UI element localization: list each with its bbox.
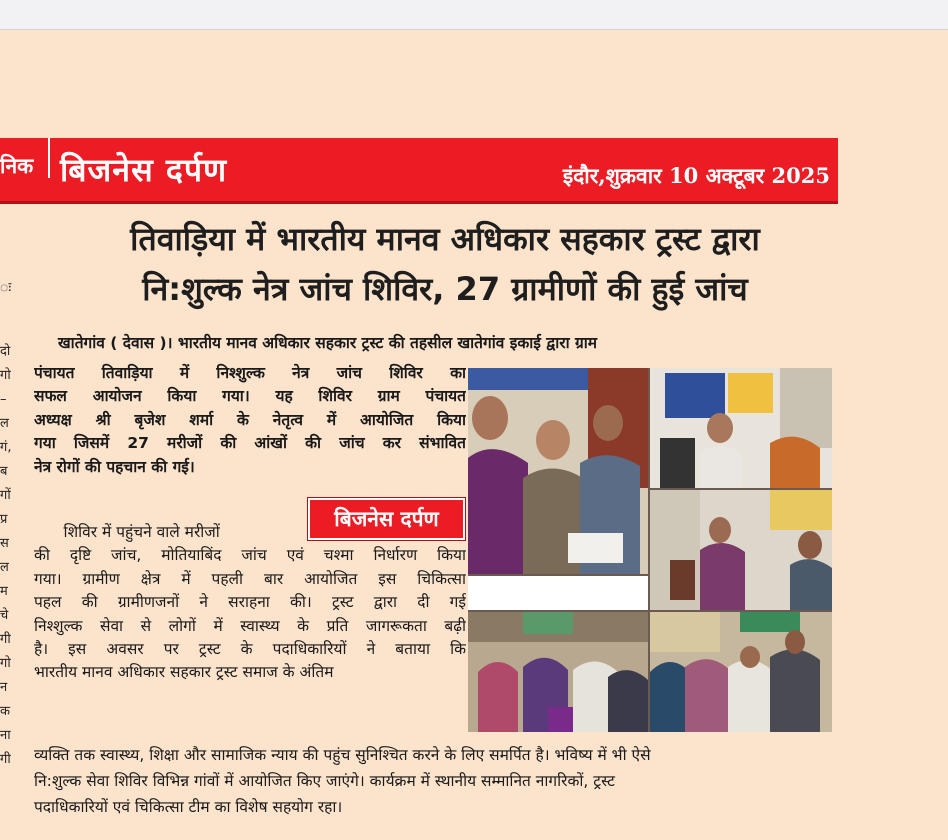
continuation-line-3: पदाधिकारियों एवं चिकित्सा टीम का विशेष सहयोग रहा। — [34, 798, 343, 816]
business-darpan-badge: बिजनेस दर्पण — [308, 498, 465, 540]
masthead-prefix: निक — [0, 154, 34, 178]
photo-eye-check — [650, 368, 832, 488]
masthead-dateline: इंदौर,शुक्रवार 10 अक्टूबर 2025 — [562, 163, 830, 188]
bold-paragraph-line-2: सफल आयोजन किया गया। यह शिविर ग्राम पंचायत — [34, 387, 466, 406]
left-fragment-6: ब — [0, 464, 8, 479]
left-fragment-4: ल — [0, 416, 9, 431]
left-fragment-10: ल — [0, 560, 9, 575]
masthead — [0, 138, 838, 204]
left-fragment-8: प्र — [0, 512, 8, 527]
masthead-separator — [48, 138, 50, 178]
bold-paragraph-line-5: नेत्र रोगों की पहचान की गई। — [34, 457, 195, 476]
left-fragment-12: चे — [0, 608, 9, 623]
left-fragment-9: स — [0, 536, 9, 551]
left-fragment-7: गों — [0, 488, 11, 503]
browser-top-bar — [0, 0, 948, 30]
left-fragment-3: – — [0, 392, 7, 407]
left-fragment-15: न — [0, 680, 8, 695]
body-paragraph-line-7: भारतीय मानव अधिकार सहकार ट्रस्ट समाज के अंतिम — [34, 663, 334, 682]
continuation-line-1: व्यक्ति तक स्वास्थ्य, शिक्षा और सामाजिक न्याय की पहुंच सुनिश्चित करने के लिए समर्पित है। भविष्य में भी ऐसे — [34, 746, 651, 764]
body-paragraph-line-5: निश्शुल्क सेवा से लोगों में स्वास्थ्य के प्रति जागरूकता बढ़ी — [34, 616, 466, 635]
left-fragment-11: म — [0, 584, 8, 599]
body-paragraph-line-2: की दृष्टि जांच, मोतियाबिंद जांच एवं चश्मा निर्धारण किया — [34, 546, 466, 565]
bold-paragraph-line-1: पंचायत तिवाड़िया में निश्शुल्क नेत्र जांच शिविर का — [34, 364, 466, 382]
adjacent-column-fragments — [0, 340, 14, 772]
article-headline — [30, 214, 860, 314]
left-fragment-16: क — [0, 704, 10, 719]
photo-women-seated — [468, 612, 648, 732]
left-fragment-13: गी — [0, 632, 11, 647]
article-column-bold — [34, 362, 466, 479]
left-fragment-1: दो — [0, 344, 11, 359]
body-paragraph-line-3: गया। ग्रामीण क्षेत्र में पहली बार आयोजित इस चिकित्सा — [34, 569, 466, 588]
article-lead-line: खातेगांव ( देवास )। भारतीय मानव अधिकार सहकार ट्रस्ट की तहसील खातेगांव इकाई द्वारा ग्राम — [58, 334, 598, 352]
bold-paragraph-line-3: अध्यक्ष श्री बृजेश शर्मा के नेतृत्व में आयोजित किया — [34, 410, 466, 429]
article-column-body — [34, 521, 466, 685]
left-fragment-5: गं, — [0, 440, 12, 455]
left-fragment-17: ना — [0, 728, 11, 743]
headline-line-1: तिवाड़िया में भारतीय मानव अधिकार सहकार ट्रस्ट द्वारा — [130, 220, 760, 258]
body-paragraph-line-6: है। इस अवसर पर ट्रस्ट के पदाधिकारियों ने बताया कि — [34, 639, 466, 658]
left-column-glyph: ः — [0, 280, 12, 296]
photo-patients-waiting — [650, 490, 832, 610]
continuation-line-2: नि:शुल्क सेवा शिविर विभिन्न गांवों में आयोजित किए जाएंगे। कार्यक्रम में स्थानीय सम्मानित नागरिकों, ट्रस्ट — [34, 772, 615, 790]
left-fragment-2: गो — [0, 368, 11, 383]
masthead-title: बिजनेस दर्पण — [60, 151, 228, 189]
headline-line-2: नि:शुल्क नेत्र जांच शिविर, 27 ग्रामीणों की हुई जांच — [142, 270, 748, 308]
body-paragraph-line-4: पहल की ग्रामीणजनों ने सराहना की। ट्रस्ट द्वारा दी गई — [34, 593, 466, 612]
body-paragraph-line-1: शिविर में पहुंचने वाले मरीजों — [34, 523, 220, 541]
photo-blank-strip — [468, 576, 648, 610]
photo-group-portrait — [468, 368, 648, 574]
left-fragment-18: गी — [0, 752, 11, 767]
photo-group-villagers — [650, 612, 832, 732]
bold-paragraph-line-4: गया जिसमें 27 मरीजों की आंखों की जांच कर संभावित — [34, 434, 466, 453]
article-continuation — [34, 742, 844, 820]
photo-collage — [468, 368, 832, 732]
left-fragment-14: गो — [0, 656, 11, 671]
